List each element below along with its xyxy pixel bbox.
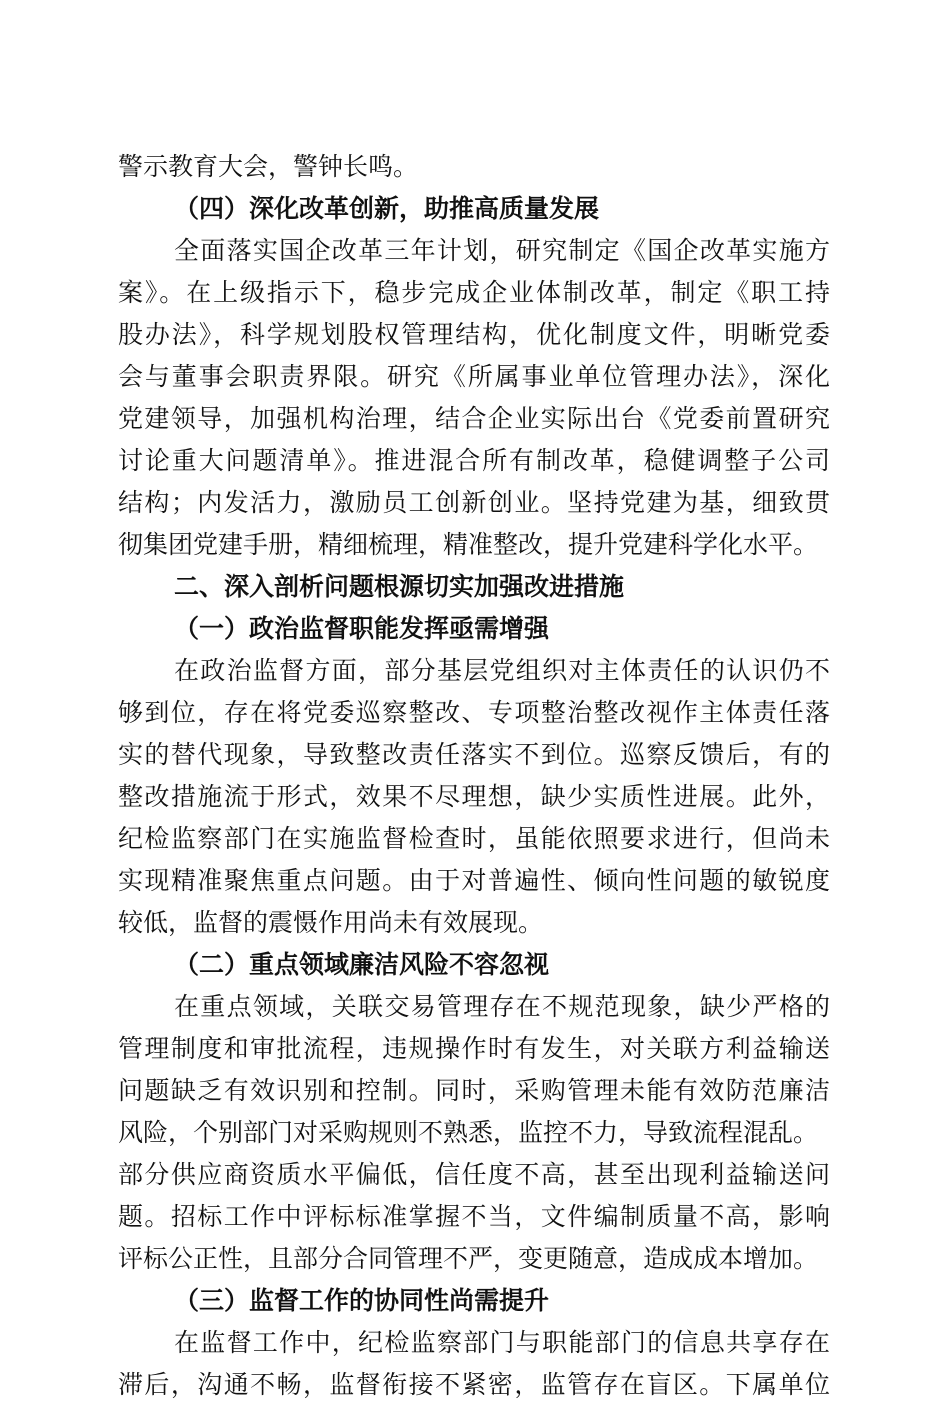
paragraph-line: 管理制度和审批流程，违规操作时有发生，对关联方利益输送 xyxy=(118,1034,830,1063)
paragraph-line: 实现精准聚焦重点问题。由于对普遍性、倾向性问题的敏锐度 xyxy=(118,866,830,895)
paragraph-line: 党建领导，加强机构治理，结合企业实际出台《党委前置研究 xyxy=(118,404,830,433)
paragraph-line: 较低，监督的震慑作用尚未有效展现。 xyxy=(118,908,544,937)
section-heading-4: （四）深化改革创新，助推高质量发展 xyxy=(174,194,600,223)
paragraph-line: 风险，个别部门对采购规则不熟悉，监控不力，导致流程混乱。 xyxy=(118,1118,819,1147)
paragraph-line: 纪检监察部门在实施监督检查时，虽能依照要求进行，但尚未 xyxy=(118,824,830,853)
paragraph-line: 全面落实国企改革三年计划，研究制定《国企改革实施方 xyxy=(174,236,830,265)
section-heading-2: （二）重点领域廉洁风险不容忽视 xyxy=(174,950,550,979)
paragraph-line: 在监督工作中，纪检监察部门与职能部门的信息共享存在 xyxy=(174,1328,830,1357)
paragraph-line: 在重点领域，关联交易管理存在不规范现象，缺少严格的 xyxy=(174,992,830,1021)
paragraph-line: 部分供应商资质水平偏低，信任度不高，甚至出现利益输送问 xyxy=(118,1160,830,1189)
paragraph-line: 在政治监督方面，部分基层党组织对主体责任的认识仍不 xyxy=(174,656,830,685)
paragraph-line: 整改措施流于形式，效果不尽理想，缺少实质性进展。此外， xyxy=(118,782,830,811)
paragraph-line: 案》。在上级指示下，稳步完成企业体制改革，制定《职工持 xyxy=(118,278,830,307)
paragraph-line: 会与董事会职责界限。研究《所属事业单位管理办法》，深化 xyxy=(118,362,830,391)
chapter-heading-2: 二、深入剖析问题根源切实加强改进措施 xyxy=(174,572,625,601)
paragraph-line: 滞后，沟通不畅，监督衔接不紧密，监管存在盲区。下属单位 xyxy=(118,1370,830,1399)
document-body xyxy=(118,146,830,1406)
paragraph-line: 结构；内发活力，激励员工创新创业。坚持党建为基，细致贯 xyxy=(118,488,830,517)
section-heading-3: （三）监督工作的协同性尚需提升 xyxy=(174,1286,550,1315)
paragraph-line: 够到位，存在将党委巡察整改、专项整治整改视作主体责任落 xyxy=(118,698,830,727)
paragraph-line: 彻集团党建手册，精细梳理，精准整改，提升党建科学化水平。 xyxy=(118,530,819,559)
section-heading-1: （一）政治监督职能发挥亟需增强 xyxy=(174,614,550,643)
paragraph-line: 实的替代现象，导致整改责任落实不到位。巡察反馈后，有的 xyxy=(118,740,830,769)
paragraph-line: 问题缺乏有效识别和控制。同时，采购管理未能有效防范廉洁 xyxy=(118,1076,830,1105)
paragraph-line: 题。招标工作中评标标准掌握不当，文件编制质量不高，影响 xyxy=(118,1202,830,1231)
paragraph-line: 警示教育大会，警钟长鸣。 xyxy=(118,152,419,181)
paragraph-line: 评标公正性，且部分合同管理不严，变更随意，造成成本增加。 xyxy=(118,1244,819,1273)
paragraph-line: 讨论重大问题清单》。推进混合所有制改革，稳健调整子公司 xyxy=(118,446,830,475)
paragraph-line: 股办法》，科学规划股权管理结构，优化制度文件，明晰党委 xyxy=(118,320,830,349)
